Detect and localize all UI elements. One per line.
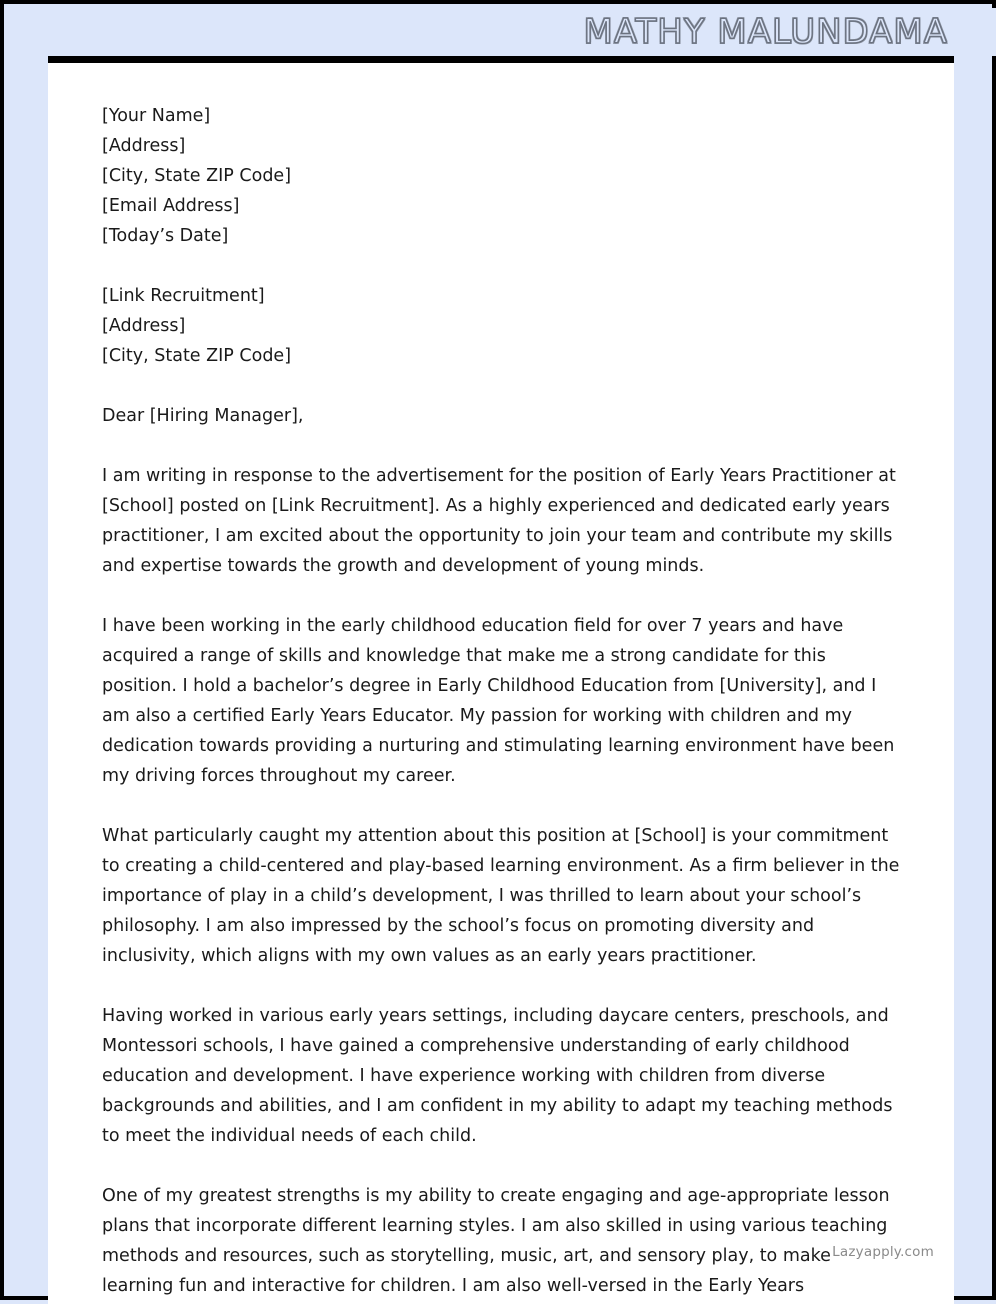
letter-paragraph: I have been working in the early childhood education field for over 7 years and have acquired a range of skills and knowledge that make me a strong candidate for this position. I hold a bachelor’s degree in Early Childhood Education from [University], and I am also a certified Early Years Educator. My passion for working with children and my dedication towards providing a nurturing and stimulating learning environment have been my driving forces throughout my career. <box>102 616 895 786</box>
sender-address-line: [Your Name] <box>102 106 211 126</box>
letter-body <box>102 101 904 1301</box>
site-watermark: Lazyapply.com <box>832 1244 934 1260</box>
letter-paragraph: I am writing in response to the advertisement for the position of Early Years Practitioner at [School] posted on [Link Recruitment]. As a highly experienced and dedicated early years practitioner, I am excited about the opportunity to join your team and contribute my skills and expertise towards the growth and development of young minds. <box>102 466 896 576</box>
recipient-address-line: [Link Recruitment] <box>102 286 265 306</box>
recipient-address-block <box>102 281 904 371</box>
sender-address-line: [City, State ZIP Code] <box>102 166 292 186</box>
sender-address-line: [Today’s Date] <box>102 226 229 246</box>
letter-paragraph: One of my greatest strengths is my ability to create engaging and age-appropriate lesson plans that incorporate different learning styles. I am also skilled in using various teaching methods and resources, such as storytelling, music, art, and sensory play, to make learning fun and interactive for children. I am also well-versed in the Early Years <box>102 1186 890 1296</box>
recipient-address-line: [Address] <box>102 316 186 336</box>
letter-paragraph: What particularly caught my attention about this position at [School] is your commitment to creating a child-centered and play-based learning environment. As a firm believer in the importance of play in a child’s development, I was thrilled to learn about your school’s philosophy. I am also impressed by the school’s focus on promoting diversity and inclusivity, which aligns with my own values as an early years practitioner. <box>102 826 900 966</box>
sender-address-line: [Address] <box>102 136 186 156</box>
letter-salutation: Dear [Hiring Manager], <box>102 406 304 426</box>
header-divider-rule <box>48 56 954 63</box>
sender-address-block <box>102 101 904 251</box>
letter-paragraph: Having worked in various early years settings, including daycare centers, preschools, and Montessori schools, I have gained a comprehensive understanding of early childhood education and development. I have experience working with children from diverse backgrounds and abilities, and I am confident in my ability to adapt my teaching methods to meet the individual needs of each child. <box>102 1006 893 1146</box>
document-header <box>8 8 996 56</box>
recipient-address-line: [City, State ZIP Code] <box>102 346 292 366</box>
sender-address-line: [Email Address] <box>102 196 240 216</box>
letter-sheet <box>48 63 954 1304</box>
candidate-name-heading: MATHY MALUNDAMA <box>583 12 948 52</box>
